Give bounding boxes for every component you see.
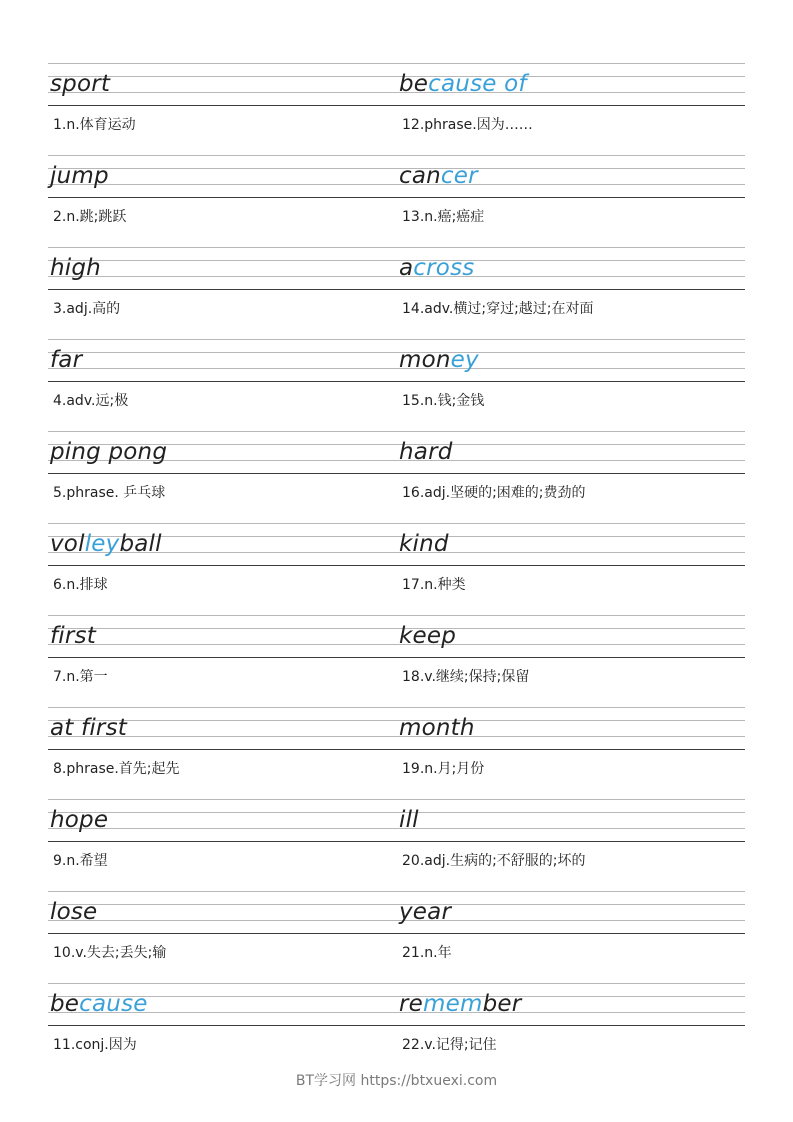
vocab-meaning: 21.n.年 xyxy=(402,945,452,961)
word-highlight-part: mem xyxy=(423,991,483,1017)
vocab-row xyxy=(0,63,793,155)
vocab-meaning: 16.adj.坚硬的;困难的;费劲的 xyxy=(402,485,586,501)
guide-line xyxy=(48,615,745,616)
vocab-meaning: 10.v.失去;丢失;输 xyxy=(53,945,167,961)
vocab-meaning: 6.n.排球 xyxy=(53,577,108,593)
vocab-word xyxy=(399,159,478,193)
vocab-meaning: 15.n.钱;金钱 xyxy=(402,393,485,409)
vocab-word xyxy=(50,251,101,285)
word-highlight-part: cer xyxy=(440,163,478,189)
vocab-word xyxy=(50,803,108,837)
vocab-meaning: 7.n.第一 xyxy=(53,669,108,685)
baseline-line xyxy=(48,197,745,198)
baseline-line xyxy=(48,289,745,290)
vocab-row xyxy=(0,891,793,983)
vocab-meaning: 3.adj.高的 xyxy=(53,301,121,317)
vocab-meaning: 2.n.跳;跳跃 xyxy=(53,209,127,225)
baseline-line xyxy=(48,933,745,934)
guide-line xyxy=(48,904,745,905)
word-highlight-part: cause of xyxy=(428,71,527,97)
guide-line xyxy=(48,720,745,721)
guide-line xyxy=(48,431,745,432)
handwriting-guide-lines xyxy=(48,799,745,841)
guide-line xyxy=(48,155,745,156)
vocab-row xyxy=(0,431,793,523)
word-highlight-part: ley xyxy=(84,531,120,557)
guide-line xyxy=(48,828,745,829)
handwriting-guide-lines xyxy=(48,707,745,749)
word-part: first xyxy=(50,623,96,649)
vocab-meaning: 22.v.记得;记住 xyxy=(402,1037,497,1053)
word-part: hope xyxy=(50,807,109,833)
vocab-word xyxy=(399,435,453,469)
baseline-line xyxy=(48,381,745,382)
vocab-word xyxy=(50,435,167,469)
guide-line xyxy=(48,812,745,813)
vocab-meaning: 12.phrase.因为…… xyxy=(402,117,533,133)
baseline-line xyxy=(48,565,745,566)
vocab-word xyxy=(399,987,521,1021)
vocab-word xyxy=(50,619,96,653)
guide-line xyxy=(48,76,745,77)
guide-line xyxy=(48,523,745,524)
vocab-word xyxy=(50,987,148,1021)
vocab-meaning: 18.v.继续;保持;保留 xyxy=(402,669,530,685)
guide-line xyxy=(48,247,745,248)
vocab-meaning: 1.n.体育运动 xyxy=(53,117,136,133)
word-part: a xyxy=(399,255,414,281)
baseline-line xyxy=(48,105,745,106)
word-part: be xyxy=(399,71,429,97)
guide-line xyxy=(48,184,745,185)
word-part: ill xyxy=(399,807,419,833)
word-part: ping pong xyxy=(50,439,168,465)
vocab-row xyxy=(0,615,793,707)
word-part: ber xyxy=(482,991,522,1017)
guide-line xyxy=(48,736,745,737)
guide-line xyxy=(48,260,745,261)
vocab-row xyxy=(0,523,793,615)
handwriting-guide-lines xyxy=(48,339,745,381)
handwriting-guide-lines xyxy=(48,983,745,1025)
handwriting-guide-lines xyxy=(48,891,745,933)
vocab-meaning: 19.n.月;月份 xyxy=(402,761,485,777)
vocab-meaning: 8.phrase.首先;起先 xyxy=(53,761,180,777)
guide-line xyxy=(48,352,745,353)
word-part: high xyxy=(50,255,101,281)
word-part: keep xyxy=(399,623,457,649)
vocab-word xyxy=(399,67,527,101)
word-part: far xyxy=(50,347,83,373)
word-part: lose xyxy=(50,899,98,925)
vocab-word xyxy=(399,619,456,653)
vocab-meaning: 20.adj.生病的;不舒服的;坏的 xyxy=(402,853,586,869)
guide-line xyxy=(48,799,745,800)
guide-line xyxy=(48,628,745,629)
guide-line xyxy=(48,168,745,169)
guide-line xyxy=(48,920,745,921)
vocab-meaning: 11.conj.因为 xyxy=(53,1037,137,1053)
guide-line xyxy=(48,276,745,277)
vocab-word xyxy=(50,527,162,561)
guide-line xyxy=(48,996,745,997)
vocab-meaning: 4.adv.远;极 xyxy=(53,393,129,409)
vocab-word xyxy=(399,895,451,929)
vocab-meaning: 17.n.种类 xyxy=(402,577,466,593)
handwriting-guide-lines xyxy=(48,155,745,197)
guide-line xyxy=(48,983,745,984)
footer-watermark: BT学习网 https://btxuexi.com xyxy=(295,1073,498,1089)
baseline-line xyxy=(48,841,745,842)
vocab-meaning: 5.phrase. 乒乓球 xyxy=(53,485,166,501)
vocab-word xyxy=(399,711,475,745)
vocab-word xyxy=(50,711,127,745)
vocab-meaning: 14.adv.横过;穿过;越过;在对面 xyxy=(402,301,594,317)
handwriting-guide-lines xyxy=(48,247,745,289)
word-highlight-part: cross xyxy=(413,255,475,281)
handwriting-guide-lines xyxy=(48,63,745,105)
vocab-row xyxy=(0,707,793,799)
guide-line xyxy=(48,891,745,892)
vocab-word xyxy=(399,343,479,377)
word-part: can xyxy=(399,163,441,189)
vocab-word xyxy=(50,159,109,193)
word-part: vol xyxy=(50,531,85,557)
guide-line xyxy=(48,339,745,340)
vocab-word xyxy=(50,343,82,377)
vocab-row xyxy=(0,247,793,339)
vocab-row xyxy=(0,799,793,891)
word-highlight-part: ey xyxy=(450,347,479,373)
vocab-word xyxy=(50,895,97,929)
vocab-word xyxy=(50,67,110,101)
vocab-row xyxy=(0,983,793,1075)
word-part: re xyxy=(399,991,424,1017)
baseline-line xyxy=(48,1025,745,1026)
guide-line xyxy=(48,707,745,708)
handwriting-guide-lines xyxy=(48,615,745,657)
vocab-word xyxy=(399,803,419,837)
guide-line xyxy=(48,368,745,369)
vocab-row xyxy=(0,339,793,431)
vocab-meaning: 13.n.癌;癌症 xyxy=(402,209,485,225)
word-part: year xyxy=(399,899,452,925)
word-part: hard xyxy=(399,439,453,465)
vocab-word xyxy=(399,527,449,561)
guide-line xyxy=(48,1012,745,1013)
word-part: kind xyxy=(399,531,449,557)
baseline-line xyxy=(48,749,745,750)
word-highlight-part: cause xyxy=(79,991,148,1017)
word-part: jump xyxy=(50,163,109,189)
vocab-word xyxy=(399,251,474,285)
word-part: mon xyxy=(399,347,451,373)
vocab-row xyxy=(0,155,793,247)
baseline-line xyxy=(48,473,745,474)
guide-line xyxy=(48,63,745,64)
word-part: ball xyxy=(119,531,162,557)
guide-line xyxy=(48,92,745,93)
guide-line xyxy=(48,644,745,645)
word-part: sport xyxy=(50,71,111,97)
word-part: at first xyxy=(50,715,127,741)
word-part: be xyxy=(50,991,80,1017)
word-part: month xyxy=(399,715,475,741)
baseline-line xyxy=(48,657,745,658)
vocab-meaning: 9.n.希望 xyxy=(53,853,108,869)
